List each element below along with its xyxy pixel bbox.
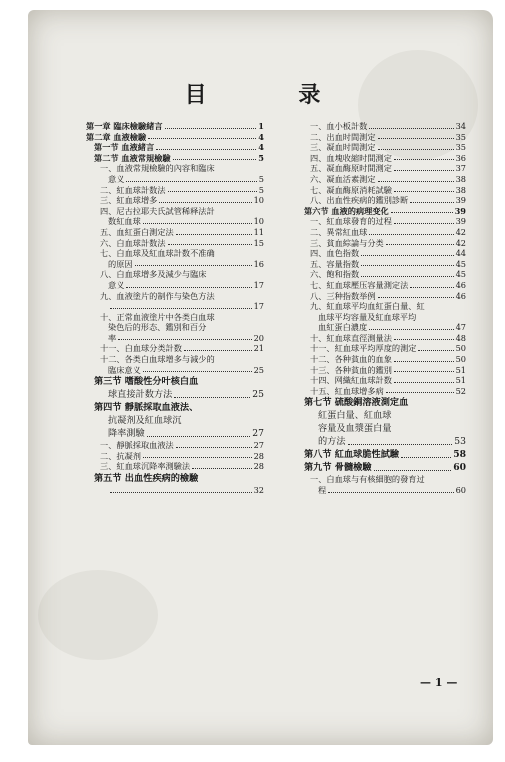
toc-entry-page: 51 <box>455 375 466 386</box>
toc-entry <box>86 451 264 462</box>
toc-entry-page: 39 <box>455 216 466 227</box>
toc-entry-title: 球直接計数方法 <box>108 389 173 401</box>
toc-entry-title: 第二节 血液常規檢驗 <box>94 152 171 163</box>
dot-leader <box>394 371 454 372</box>
toc-entry <box>86 291 264 302</box>
toc-entry-title: 第一节 血液緒言 <box>94 142 155 153</box>
toc-entry-page: 16 <box>253 258 264 269</box>
toc-entry-page: 10 <box>253 216 264 227</box>
toc-entry-title: 九、紅血球平均血紅蛋白量、紅 <box>310 301 425 312</box>
toc-entry <box>296 435 466 448</box>
toc-entry <box>86 174 264 185</box>
dot-leader <box>410 202 453 203</box>
dot-leader <box>410 287 453 288</box>
dot-leader <box>391 212 453 213</box>
dot-leader <box>184 350 252 351</box>
toc-entry-title: 十一、紅血球平均厚度的測定 <box>310 343 417 354</box>
toc-entry-title: 十、紅血球直徑測量法 <box>310 332 392 343</box>
toc-entry-title: 三、紅血球增多 <box>100 195 158 206</box>
toc-entry-title: 血紅蛋白濃度 <box>318 322 368 333</box>
toc-entry-page: 42 <box>455 237 466 248</box>
dot-leader <box>328 492 453 493</box>
toc-entry-title: 率 <box>108 332 117 343</box>
toc-entry <box>86 388 264 401</box>
toc-entry-page: 20 <box>253 332 264 343</box>
toc-entry-title: 十三、各种貧血的鑑別 <box>310 364 392 375</box>
toc-right-column <box>296 121 466 496</box>
dot-leader <box>369 234 453 235</box>
toc-entry <box>296 238 466 249</box>
dot-leader <box>126 181 256 182</box>
dot-leader <box>369 128 453 129</box>
toc-entry-title: 八、白血球增多及減少与臨床 <box>100 269 207 280</box>
toc-entry-page: 25 <box>253 364 264 375</box>
toc-entry-page: 48 <box>455 332 466 343</box>
toc-entry-title: 血球平均容量及紅血球平均 <box>318 311 417 322</box>
toc-entry-page: 4 <box>258 131 264 142</box>
toc-entry-title: 七、凝血酶原消耗試驗 <box>310 184 392 195</box>
dot-leader <box>394 170 454 171</box>
dot-leader <box>374 470 452 471</box>
toc-entry <box>296 409 466 422</box>
toc-entry-page: 4 <box>258 142 264 153</box>
toc-entry <box>86 195 264 206</box>
toc-entry-page: 45 <box>455 258 466 269</box>
toc-entry <box>86 440 264 451</box>
toc-entry-title: 三、紅血球沉降率測驗法 <box>100 461 191 472</box>
dot-leader <box>386 244 454 245</box>
dot-leader <box>378 149 454 150</box>
toc-entry-page: 25 <box>252 389 264 401</box>
toc-entry-page: 38 <box>455 184 466 195</box>
toc-entry <box>296 354 466 365</box>
toc-entry-title: 九、血液塗片的制作与染色方法 <box>100 290 215 301</box>
toc-entry-title: 意义 <box>108 173 125 184</box>
toc-entry-page: 11 <box>253 226 264 237</box>
dot-leader <box>159 202 251 203</box>
toc-entry-page: 28 <box>253 450 264 461</box>
toc-entry-page: 5 <box>258 173 264 184</box>
toc-entry-title: 十五、紅血球增多病 <box>310 385 384 396</box>
toc-entry-page: 51 <box>455 364 466 375</box>
toc-entry-title: 八、三种指数举例 <box>310 290 376 301</box>
toc-entry-title: 三、貧血綜論与分类 <box>310 237 384 248</box>
toc-entry-title: 抗凝剂及紅血球沉 <box>108 415 182 427</box>
toc-entry-title: 六、飽和指数 <box>310 269 360 280</box>
toc-entry <box>296 343 466 354</box>
dot-leader <box>176 447 252 448</box>
dot-leader <box>394 382 454 383</box>
toc-entry-title: 数紅血球 <box>108 216 141 227</box>
toc-entry-title: 十一、白血球分类計数 <box>100 343 182 354</box>
toc-entry <box>296 280 466 291</box>
toc-entry <box>86 185 264 196</box>
dot-leader <box>143 457 252 458</box>
dot-leader <box>348 444 453 445</box>
toc-entry-page: 50 <box>455 343 466 354</box>
toc-entry <box>86 485 264 496</box>
dot-leader <box>361 255 453 256</box>
toc-entry <box>296 163 466 174</box>
dot-leader <box>143 371 252 372</box>
dot-leader <box>394 159 454 160</box>
toc-entry-title: 十二、各种貧血的血象 <box>310 354 392 365</box>
toc-entry-page: 32 <box>253 485 264 496</box>
toc-entry-title: 的原因 <box>108 258 133 269</box>
dot-leader <box>394 223 454 224</box>
toc-entry-page: 38 <box>455 173 466 184</box>
toc-entry-title: 十四、网織紅血球計数 <box>310 375 392 386</box>
toc-entry-page: 36 <box>455 152 466 163</box>
toc-entry <box>86 121 264 132</box>
toc-entry <box>86 401 264 414</box>
toc-entry <box>296 365 466 376</box>
toc-entry-title: 第八节 紅血球脆性試驗 <box>304 449 400 461</box>
toc-entry-title: 第五节 出血性疾病的檢驗 <box>94 473 199 485</box>
toc-entry-title: 第六节 血液的病理变化 <box>304 205 389 216</box>
toc-entry <box>296 153 466 164</box>
toc-entry-page: 10 <box>253 195 264 206</box>
toc-entry <box>86 227 264 238</box>
dot-leader <box>168 244 252 245</box>
toc-entry <box>296 291 466 302</box>
toc-entry <box>86 280 264 291</box>
toc-entry-page: 35 <box>455 131 466 142</box>
toc-entry-title: 第三节 嗜酸性分叶核白血 <box>94 376 199 388</box>
toc-entry-title: 五、血紅蛋白測定法 <box>100 226 174 237</box>
toc-entry-title: 二、抗凝剂 <box>100 450 141 461</box>
toc-entry <box>296 185 466 196</box>
toc-entry <box>86 322 264 333</box>
toc-entry-page: 42 <box>455 226 466 237</box>
dot-leader <box>135 265 252 266</box>
toc-entry <box>86 472 264 485</box>
toc-entry-title: 一、紅血球發育的过程 <box>310 216 392 227</box>
toc-entry-page: 35 <box>455 142 466 153</box>
toc-entry <box>86 461 264 472</box>
dot-leader <box>176 234 252 235</box>
toc-entry-title: 八、出血性疾病的鑑別診断 <box>310 195 409 206</box>
toc-entry-title: 紅蛋白量、紅血球 <box>318 410 392 422</box>
toc-entry <box>86 301 264 312</box>
toc-title: 目 录 <box>184 82 363 108</box>
toc-entry-title: 二、出血时間測定 <box>310 131 376 142</box>
toc-entry-title: 四、血色指数 <box>310 248 360 259</box>
toc-entry <box>86 427 264 440</box>
toc-entry <box>86 343 264 354</box>
toc-entry-title: 三、凝血时間測定 <box>310 142 376 153</box>
toc-entry <box>86 216 264 227</box>
dot-leader <box>143 223 252 224</box>
toc-entry <box>296 301 466 312</box>
toc-entry <box>86 142 264 153</box>
dot-leader <box>378 297 454 298</box>
toc-entry-page: 53 <box>454 436 466 448</box>
toc-entry-page: 21 <box>253 343 264 354</box>
toc-entry <box>296 375 466 386</box>
toc-entry-page: 27 <box>252 428 264 440</box>
toc-entry <box>86 163 264 174</box>
dot-leader <box>369 329 453 330</box>
toc-entry-page: 60 <box>453 462 466 474</box>
toc-entry-title: 的方法 <box>318 436 346 448</box>
toc-entry-page: 27 <box>253 440 264 451</box>
toc-entry <box>296 227 466 238</box>
toc-entry-title: 意义 <box>108 279 125 290</box>
toc-entry-title: 容量及血漿蛋白量 <box>318 423 392 435</box>
dot-leader <box>418 350 453 351</box>
dot-leader <box>386 392 454 393</box>
toc-entry <box>296 461 466 474</box>
toc-entry <box>296 206 466 217</box>
toc-entry-page: 46 <box>455 279 466 290</box>
toc-entry-title: 六、白血球計数法 <box>100 237 166 248</box>
toc-entry-title: 五、容量指数 <box>310 258 360 269</box>
dot-leader <box>401 457 451 458</box>
toc-entry <box>296 422 466 435</box>
toc-entry <box>86 312 264 323</box>
toc-entry-page: 50 <box>455 354 466 365</box>
toc-entry-page: 47 <box>455 322 466 333</box>
toc-entry-title: 第九节 骨髓檢驗 <box>304 462 372 474</box>
dot-leader <box>110 492 252 493</box>
toc-entry-page: 46 <box>455 290 466 301</box>
page-number: — 1 — <box>420 676 458 689</box>
dot-leader <box>110 308 252 309</box>
dot-leader <box>165 128 257 129</box>
toc-entry-title: 臨床意义 <box>108 364 141 375</box>
toc-entry-page: 39 <box>454 205 466 216</box>
toc-entry-page: 37 <box>455 163 466 174</box>
toc-entry <box>296 174 466 185</box>
toc-entry <box>296 216 466 227</box>
toc-entry <box>86 354 264 365</box>
dot-leader <box>126 287 251 288</box>
toc-entry-title: 五、凝血酶原时間測定 <box>310 163 392 174</box>
toc-entry <box>86 132 264 143</box>
toc-entry <box>296 448 466 461</box>
toc-entry-title: 四、血塊收縮时間測定 <box>310 152 392 163</box>
toc-entry-title: 四、尼古拉耶夫氏試管稀释法計 <box>100 205 215 216</box>
toc-entry <box>296 248 466 259</box>
toc-entry-page: 28 <box>253 461 264 472</box>
toc-entry-title: 二、紅血球計数法 <box>100 184 166 195</box>
toc-entry-title: 第一章 臨床檢驗緒言 <box>86 121 163 131</box>
toc-entry-title: 二、異常紅血球 <box>310 226 368 237</box>
toc-entry-page: 5 <box>258 184 264 195</box>
toc-entry-title: 六、凝血活素測定 <box>310 173 376 184</box>
dot-leader <box>394 339 454 340</box>
dot-leader <box>156 149 256 150</box>
toc-entry <box>86 365 264 376</box>
toc-entry-title: 十二、各类白血球增多与減少的 <box>100 354 215 365</box>
dot-leader <box>394 361 454 362</box>
dot-leader <box>361 265 453 266</box>
toc-entry <box>296 269 466 280</box>
toc-entry-page: 58 <box>453 449 466 461</box>
toc-entry-title: 七、紅血球壓压容量測定法 <box>310 279 409 290</box>
dot-leader <box>378 138 454 139</box>
toc-entry-title: 第四节 靜脈採取血液法、 <box>94 402 199 414</box>
toc-entry-page: 1 <box>258 121 264 131</box>
toc-entry <box>86 414 264 427</box>
dot-leader <box>378 181 454 182</box>
toc-entry <box>296 312 466 323</box>
toc-entry-title: 染色后的形态、鑑別和百分 <box>108 322 207 333</box>
toc-entry <box>296 333 466 344</box>
toc-entry-title: 一、白血球与有核細胞的發育过 <box>310 474 425 485</box>
dot-leader <box>147 436 251 437</box>
toc-entry <box>296 132 466 143</box>
toc-entry <box>86 259 264 270</box>
dot-leader <box>174 397 250 398</box>
toc-entry <box>86 269 264 280</box>
toc-entry-page: 5 <box>258 152 264 163</box>
toc-entry <box>296 195 466 206</box>
toc-entry <box>86 375 264 388</box>
toc-entry-title: 一、血小板計数 <box>310 121 368 131</box>
toc-entry <box>86 206 264 217</box>
toc-entry-page: 15 <box>253 237 264 248</box>
dot-leader <box>173 159 257 160</box>
toc-entry <box>296 396 466 409</box>
toc-entry <box>296 121 466 132</box>
toc-entry-title: 第七节 硫酸銅溶液測定血 <box>304 397 409 409</box>
toc-entry-page: 60 <box>455 485 466 496</box>
toc-entry-title: 一、血液常規檢驗的內容和臨床 <box>100 163 215 174</box>
toc-entry <box>296 474 466 485</box>
toc-entry <box>86 153 264 164</box>
toc-entry-title: 一、靜脈採取血液法 <box>100 440 174 451</box>
toc-entry-title: 七、白血球及紅血球計数不准确 <box>100 248 215 259</box>
toc-entry-page: 17 <box>253 279 264 290</box>
toc-entry <box>86 238 264 249</box>
toc-entry <box>296 142 466 153</box>
toc-entry-page: 44 <box>455 248 466 259</box>
toc-entry <box>296 259 466 270</box>
toc-entry-page: 34 <box>455 121 466 131</box>
dot-leader <box>118 339 251 340</box>
dot-leader <box>148 138 256 139</box>
toc-entry <box>296 322 466 333</box>
toc-entry-title: 降率測驗 <box>108 428 145 440</box>
toc-entry-title: 程 <box>318 485 327 496</box>
toc-entry-title: 第二章 血液檢驗 <box>86 131 147 142</box>
toc-entry-title: 十、正常血液塗片中各类白血球 <box>100 311 215 322</box>
dot-leader <box>394 191 454 192</box>
toc-entry-page: 52 <box>455 385 466 396</box>
dot-leader <box>192 468 252 469</box>
toc-entry <box>296 386 466 397</box>
dot-leader <box>168 191 257 192</box>
toc-entry-page: 39 <box>455 195 466 206</box>
toc-entry <box>296 485 466 496</box>
toc-entry-page: 45 <box>455 269 466 280</box>
dot-leader <box>361 276 453 277</box>
toc-left-column <box>86 121 264 496</box>
toc-entry <box>86 248 264 259</box>
toc-entry-page: 17 <box>253 301 264 312</box>
toc-entry <box>86 333 264 344</box>
